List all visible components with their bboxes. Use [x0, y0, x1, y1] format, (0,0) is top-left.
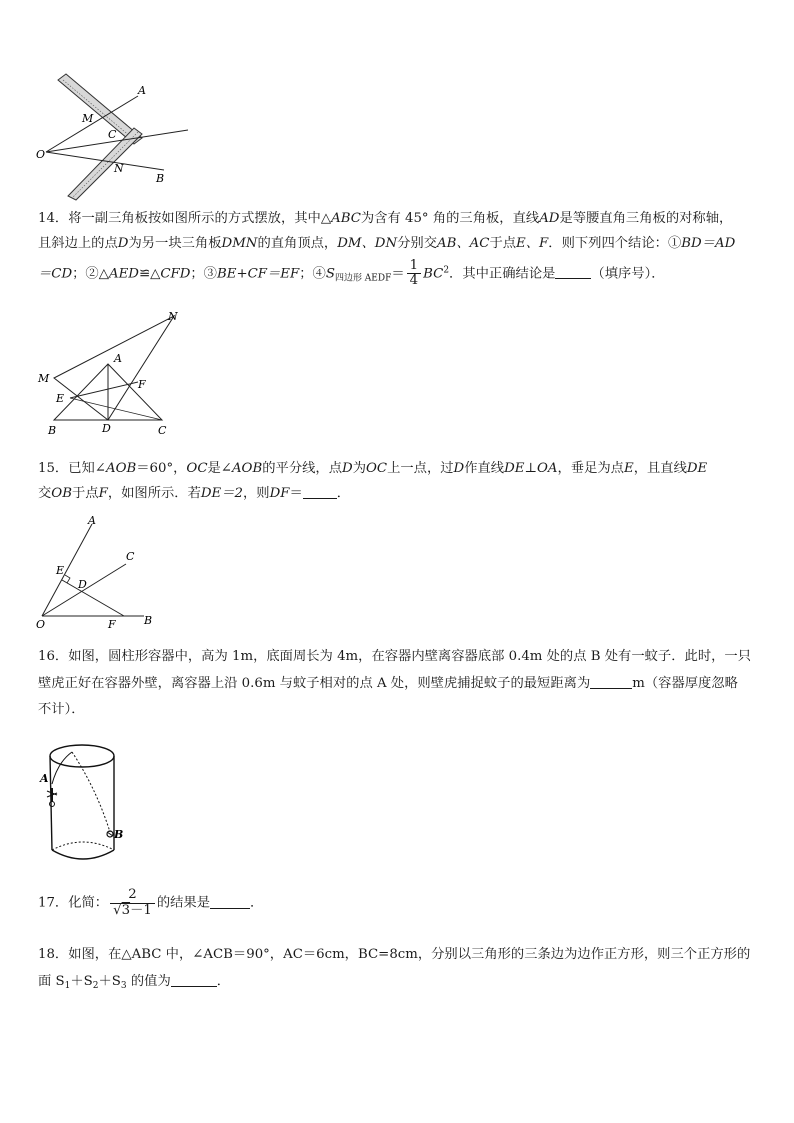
answer-blank-18[interactable] [171, 972, 217, 987]
q15-line-2: 交OB于点F，如图所示．若DE＝2，则DF＝ ． [38, 486, 351, 502]
cylinder-left-side [50, 756, 52, 850]
figure-q15-angle [32, 512, 162, 630]
label-N: N [168, 310, 178, 323]
label-F: F [108, 618, 116, 630]
figure-q16-cylinder [36, 738, 126, 868]
figure-rulers [30, 72, 200, 202]
cylinder-bottom-front [52, 850, 114, 859]
label-M: M [38, 372, 50, 385]
label-C: C [158, 424, 167, 437]
label-A: A [114, 352, 122, 365]
line-EC [70, 398, 162, 420]
question-16 [38, 644, 758, 724]
label-C: C [108, 128, 117, 141]
label-A: A [88, 514, 96, 527]
triangle-DMN [54, 316, 174, 420]
q16-line-1: 16．如图，圆柱形容器中，高为 1m，底面周长为 4m，在容器内壁离容器底部 0.4m 处的点 B 处有一蚊子．此时，一只 [38, 649, 752, 664]
figure-q14-triangles [34, 308, 184, 440]
answer-blank-15[interactable] [303, 484, 337, 499]
q16-line-2: 壁虎正好在容器外壁，离容器上沿 0.6m 与蚊子相对的点 A 处，则壁虎捕捉蚊子的最短距离为 m（容器厚度忽略 [38, 675, 738, 691]
question-18 [38, 942, 758, 995]
q14-line-1: 14．将一副三角板按如图所示的方式摆放，其中△ABC为含有 45° 角的三角板，直线AD是等腰直角三角板的对称轴， [38, 211, 733, 226]
path-A-to-rim [52, 752, 72, 784]
q15-line-1: 15．已知∠AOB＝60°，OC是∠AOB的平分线，点D为OC上一点，过D作直线DE⊥OA，垂足为点E，且直线DE [38, 461, 708, 476]
label-A: A [138, 84, 146, 97]
label-B: B [48, 424, 57, 437]
label-C: C [126, 550, 135, 563]
label-B: B [114, 828, 124, 841]
fraction-2-over-root3-minus-1: $\frac{2}{√3-1}$ [110, 888, 155, 918]
label-B: B [144, 614, 153, 627]
label-E: E [56, 392, 65, 405]
question-14 [38, 206, 758, 289]
denominator: √3－1 [113, 902, 152, 918]
question-17: 17．化简： $\frac{2}{√3-1}$ 的结果是 ． [38, 887, 264, 918]
cylinder-top [50, 745, 114, 767]
q18-line-1: 18．如图，在△ABC 中，∠ACB＝90°，AC＝6cm，BC=8cm，分别以三角形的三条边为边作正方形，则三个正方形的 [38, 947, 751, 962]
fraction-one-quarter: $\frac{1}{4}$ [407, 259, 421, 289]
q16-line-3: 不计）． [38, 702, 85, 718]
gecko-icon [47, 788, 57, 807]
label-D: D [102, 422, 111, 435]
answer-blank-17[interactable] [210, 894, 250, 909]
label-O: O [36, 618, 46, 630]
label-O: O [36, 148, 46, 161]
label-F: F [138, 378, 146, 391]
label-M: M [82, 112, 94, 125]
q14-line-2: 且斜边上的点D为另一块三角板DMN的直角顶点，DM、DN分别交AB、AC于点E、F．则下列四个结论：①BD＝AD [38, 236, 736, 252]
label-E: E [56, 564, 65, 577]
question-15 [38, 456, 758, 507]
label-D: D [78, 578, 87, 591]
label-A: A [40, 772, 49, 785]
ray-OA [42, 524, 92, 616]
line-EF [70, 382, 138, 398]
answer-blank-14[interactable] [555, 264, 591, 279]
cylinder-bottom-back [52, 842, 114, 850]
label-B: B [156, 172, 165, 185]
q14-line-3: ＝CD；②△AED≌△CFD；③BE+CF＝EF；$④S_{四边形 AEDF}=$ $\frac{1}{4}$ $BC^2$．其中正确结论是 （填序号）． [38, 257, 665, 289]
label-N: N [114, 162, 124, 175]
answer-blank-16[interactable] [590, 674, 632, 689]
q18-line-2: 面 $S_1+S_2+S_3$ 的值为 ． [38, 973, 231, 991]
